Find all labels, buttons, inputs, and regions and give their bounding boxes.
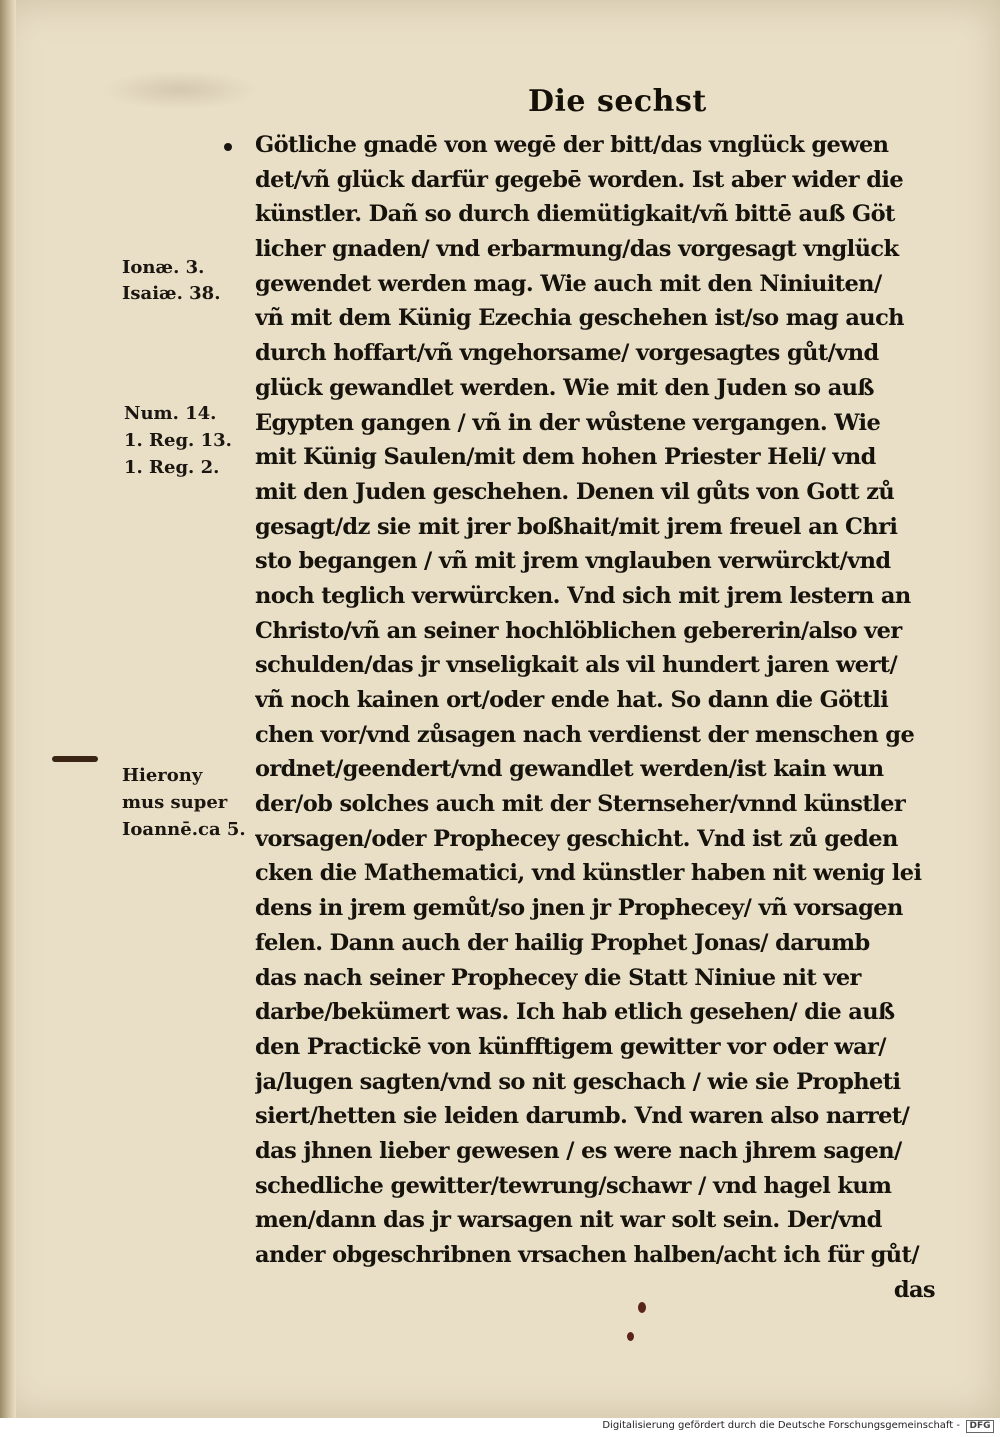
ink-mark (52, 756, 98, 762)
text-line: Egypten gangen / vñ in der wůstene vergangen. Wie (255, 409, 881, 436)
text-line: chen vor/vnd zůsagen nach verdienst der menschen ge (255, 721, 915, 748)
text-line: das nach seiner Prophecey die Statt Niniue nit ver (255, 964, 861, 991)
margin-note-ionae: Ionæ. 3. (122, 257, 205, 278)
text-line: durch hoffart/vñ vngehorsame/ vorgesagtes gůt/vnd (255, 340, 879, 367)
text-line: vorsagen/oder Prophecey geschicht. Vnd ist zů geden (255, 825, 898, 852)
text-line: gewendet werden mag. Wie auch mit den Niniuiten/ (255, 270, 882, 297)
text-line: men/dann das jr warsagen nit war solt sein. Der/vnd (255, 1207, 882, 1234)
text-line: noch teglich verwürcken. Vnd sich mit jrem lestern an (255, 582, 911, 609)
text-line: siert/hetten sie leiden darumb. Vnd waren also narret/ (255, 1103, 910, 1130)
text-line: det/vñ glück darfür gegebē worden. Ist aber wider die (255, 166, 904, 193)
text-line: mit Künig Saulen/mit dem hohen Priester Heli/ vnd (255, 444, 876, 471)
text-line: Götliche gnadē von wegē der bitt/das vnglück gewen (255, 132, 889, 158)
text-line: schedliche gewitter/tewrung/schawr / vnd hagel kum (255, 1172, 892, 1199)
text-line: den Practickē von künfftigem gewitter vor oder war/ (255, 1033, 886, 1060)
margin-note-isaiae: Isaiæ. 38. (122, 283, 221, 304)
margin-note-reg13: 1. Reg. 13. (124, 430, 232, 451)
margin-note-hieronymus-2: mus super (122, 792, 228, 813)
footer-credit: Digitalisierung gefördert durch die Deutsche Forschungsgemeinschaft - (602, 1420, 960, 1431)
text-line: das jhnen lieber gewesen / es were nach jhrem sagen/ (255, 1137, 902, 1164)
text-line: ander obgeschribnen vrsachen halben/acht ich für gůt/ (255, 1242, 919, 1268)
margin-note-hieronymus-3: Ioannē.ca 5. (122, 819, 246, 840)
text-line: der/ob solches auch mit der Sternseher/vnnd künstler (255, 791, 906, 818)
text-line: gesagt/dz sie mit jrer boßhait/mit jrem freuel an Chri (255, 513, 898, 540)
text-line: darbe/bekümert was. Ich hab etlich gesehen/ die auß (255, 999, 895, 1026)
margin-note-hieronymus-1: Hierony (122, 765, 203, 786)
margin-note-reg2: 1. Reg. 2. (124, 457, 220, 478)
text-line: schulden/das jr vnseligkait als vil hundert jaren wert/ (255, 652, 898, 679)
text-line: cken die Mathematici, vnd künstler haben nit wenig lei (255, 860, 922, 887)
bleed-through-smudge (100, 70, 260, 110)
text-line: licher gnaden/ vnd erbarmung/das vorgesagt vnglück (255, 236, 899, 263)
text-line: felen. Dann auch der hailig Prophet Jonas/ darumb (255, 929, 870, 956)
margin-note-num: Num. 14. (124, 403, 217, 424)
page-heading: Die sechst (528, 84, 707, 119)
text-line: mit den Juden geschehen. Denen vil gůts von Gott zů (255, 478, 895, 505)
text-line: dens in jrem gemůt/so jnen jr Prophecey/ vñ vorsagen (255, 895, 903, 922)
text-line: sto begangen / vñ mit jrem vnglauben verwürckt/vnd (255, 548, 891, 575)
dfg-logo: DFG (966, 1420, 994, 1433)
catchword: das (893, 1276, 935, 1303)
body-text (255, 128, 955, 1307)
text-line: Christo/vñ an seiner hochlöblichen gebererin/also ver (255, 617, 902, 644)
text-line: vñ noch kainen ort/oder ende hat. So dann die Göttli (255, 687, 889, 713)
footer-bar (0, 1418, 1000, 1437)
text-line: vñ mit dem Künig Ezechia geschehen ist/so mag auch (255, 305, 904, 332)
ink-spot (627, 1332, 634, 1341)
binding-edge (0, 0, 16, 1418)
ink-spot (638, 1302, 646, 1313)
text-line: ja/lugen sagten/vnd so nit geschach / wie sie Propheti (255, 1068, 901, 1095)
text-line: künstler. Dañ so durch diemütigkait/vñ bittē auß Göt (255, 201, 895, 228)
paragraph-bullet (224, 143, 232, 151)
text-line: ordnet/geendert/vnd gewandlet werden/ist kain wun (255, 756, 884, 783)
text-line: glück gewandlet werden. Wie mit den Juden so auß (255, 374, 874, 401)
